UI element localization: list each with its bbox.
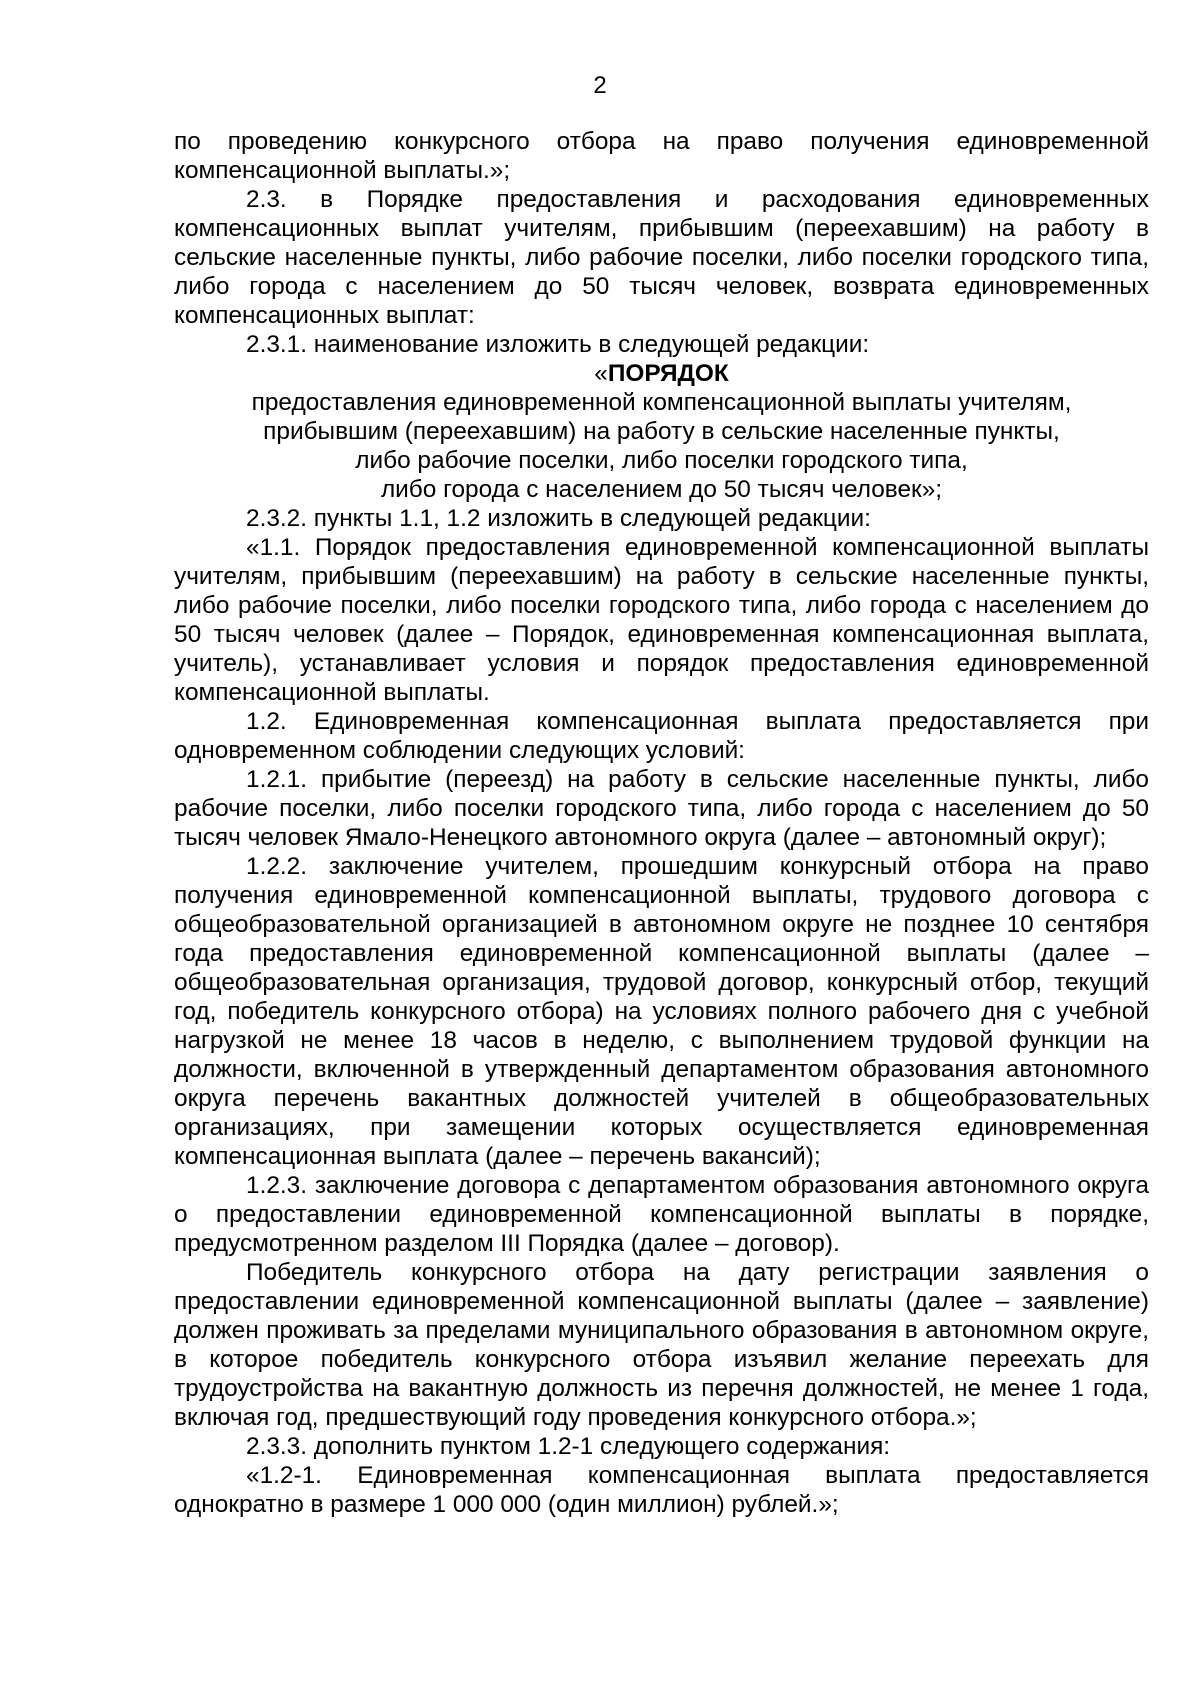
paragraph-2-3: 2.3. в Порядке предоставления и расходования единовременных компенсационных выплат учителям, прибывшим (переехавшим) на работу в сельские населенные пункты, либо рабочие поселки, либо поселки городского типа, либо города с населением до 50 тысяч человек, возврата единовременных компенсационных выплат:	[174, 186, 1149, 329]
paragraph-2-3-1: 2.3.1. наименование изложить в следующей редакции:	[246, 331, 870, 358]
heading-open-quote: «	[594, 360, 608, 387]
paragraph-winner: Победитель конкурсного отбора на дату регистрации заявления о предоставлении единовременной компенсационной выплаты (далее – заявление) должен проживать за пределами муниципального образования в автономном округе, в которое победитель конкурсного отбора изъявил желание переехать для трудоустройства на вакантную должность из перечня должностей, не менее 1 года, включая год, предшествующий году проведения конкурсного отбора.»;	[174, 1259, 1149, 1431]
heading-title: ПОРЯДОК	[607, 360, 729, 387]
section-heading	[174, 359, 1149, 388]
paragraph-1-2-2: 1.2.2. заключение учителем, прошедшим конкурсный отбора на право получения единовременной компенсационной выплаты, трудового договора с общеобразовательной организацией в автономном округе не позднее 10 сентября года предоставления единовременной компенсационной выплаты (далее – общеобразовательная организация, трудовой договор, конкурсный отбор, текущий год, победитель конкурсного отбора) на условиях полного рабочего дня с учебной нагрузкой не менее 18 часов в неделю, с выполнением трудовой функции на должности, включенной в утвержденный департаментом образования автономного округа перечень вакантных должностей учителей в общеобразовательных организациях, при замещении которых осуществляется единовременная компенсационная выплата (далее – перечень вакансий);	[174, 853, 1149, 1170]
paragraph-1-1: «1.1. Порядок предоставления единовременной компенсационной выплаты учителям, прибывшим (переехавшим) на работу в сельские населенные пункты, либо рабочие поселки, либо поселки городского типа, либо города с населением до 50 тысяч человек (далее – Порядок, единовременная компенсационная выплата, учитель), устанавливает условия и порядок предоставления единовременной компенсационной выплаты.	[174, 534, 1149, 706]
paragraph-2-3-3: 2.3.3. дополнить пунктом 1.2-1 следующего содержания:	[246, 1433, 891, 1460]
heading-subtitle-line: либо рабочие поселки, либо поселки городского типа,	[355, 447, 968, 474]
paragraph-1-2-3: 1.2.3. заключение договора с департаментом образования автономного округа о предоставлении единовременной компенсационной выплаты в порядке, предусмотренном разделом III Порядка (далее – договор).	[174, 1172, 1149, 1257]
heading-subtitle-line: прибывшим (переехавшим) на работу в сельские населенные пункты,	[263, 418, 1060, 445]
paragraph-1-2-1: 1.2.1. прибытие (переезд) на работу в сельские населенные пункты, либо рабочие поселки, либо поселки городского типа, либо города с населением до 50 тысяч человек Ямало-Ненецкого автономного округа (далее – автономный округ);	[174, 766, 1149, 851]
paragraph: по проведению конкурсного отбора на право получения единовременной компенсационной выплаты.»;	[174, 128, 1149, 184]
heading-subtitle-line: либо города с населением до 50 тысяч человек»;	[380, 476, 943, 503]
document-body	[174, 127, 1149, 1519]
page-number: 2	[593, 72, 607, 99]
heading-subtitle-line: предоставления единовременной компенсационной выплаты учителям,	[251, 389, 1072, 416]
paragraph-1-2-1-amount: «1.2-1. Единовременная компенсационная выплата предоставляется однократно в размере 1 000 000 (один миллион) рублей.»;	[174, 1462, 1149, 1518]
paragraph-2-3-2: 2.3.2. пункты 1.1, 1.2 изложить в следующей редакции:	[246, 505, 871, 532]
paragraph-1-2: 1.2. Единовременная компенсационная выплата предоставляется при одновременном соблюдении следующих условий:	[174, 708, 1149, 764]
